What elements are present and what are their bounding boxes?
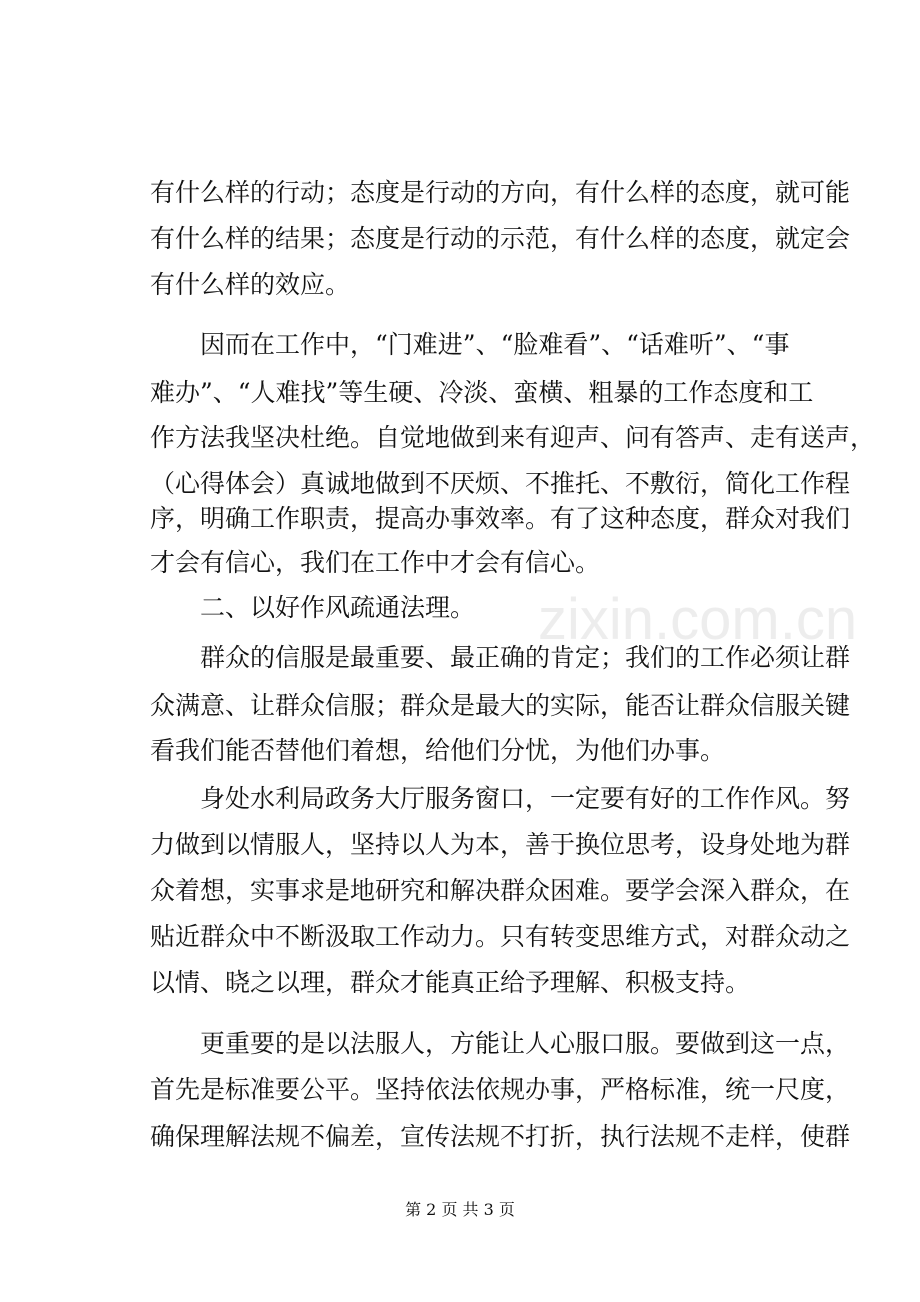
page-footer: 第 2 页 共 3 页: [405, 1200, 515, 1219]
text-line: 因而在工作中，“门难进”、“脸难看”、“话难听”、“事: [150, 330, 790, 359]
text-line: 力做到以情服人，坚持以人为本，善于换位思考，设身处地为群: [150, 830, 851, 859]
text-line: 才会有信心，我们在工作中才会有信心。: [150, 548, 601, 577]
text-line: 众满意、让群众信服；群众是最大的实际，能否让群众信服关键: [150, 691, 851, 720]
text-line: 序，明确工作职责，提高办事效率。有了这种态度，群众对我们: [150, 504, 851, 533]
text-line: 以情、晓之以理，群众才能真正给予理解、积极支持。: [150, 968, 751, 997]
text-line: 贴近群众中不断汲取工作动力。只有转变思维方式，对群众动之: [150, 922, 851, 951]
text-line: 群众的信服是最重要、最正确的肯定；我们的工作必须让群: [150, 643, 851, 672]
text-line: 确保理解法规不偏差，宣传法规不打折，执行法规不走样，使群: [150, 1122, 851, 1151]
text-line: 众着想，实事求是地研究和解决群众困难。要学会深入群众，在: [150, 876, 851, 905]
text-line: 有什么样的效应。: [150, 270, 351, 299]
text-line: 更重要的是以法服人，方能让人心服口服。要做到这一点，: [150, 1029, 851, 1058]
text-line: 作方法我坚决杜绝。自觉地做到来有迎声、问有答声、走有送声，: [150, 423, 876, 452]
section-heading: 二、以好作风疏通法理。: [150, 593, 476, 622]
watermark: zixin.com.cn: [538, 587, 858, 652]
text-line: 有什么样的结果；态度是行动的示范，有什么样的态度，就定会: [150, 224, 851, 253]
text-line: 看我们能否替他们着想，给他们分忧，为他们办事。: [150, 736, 726, 765]
text-line: （心得体会）真诚地做到不厌烦、不推托、不敷衍，简化工作程: [150, 469, 851, 498]
text-line: 身处水利局政务大厅服务窗口，一定要有好的工作作风。努: [150, 784, 851, 813]
text-line: 首先是标准要公平。坚持依法依规办事，严格标准，统一尺度，: [150, 1075, 851, 1104]
text-line: 难办”、“人难找”等生硬、冷淡、蛮横、粗暴的工作态度和工: [150, 378, 814, 407]
text-line: 有什么样的行动；态度是行动的方向，有什么样的态度，就可能: [150, 178, 851, 207]
